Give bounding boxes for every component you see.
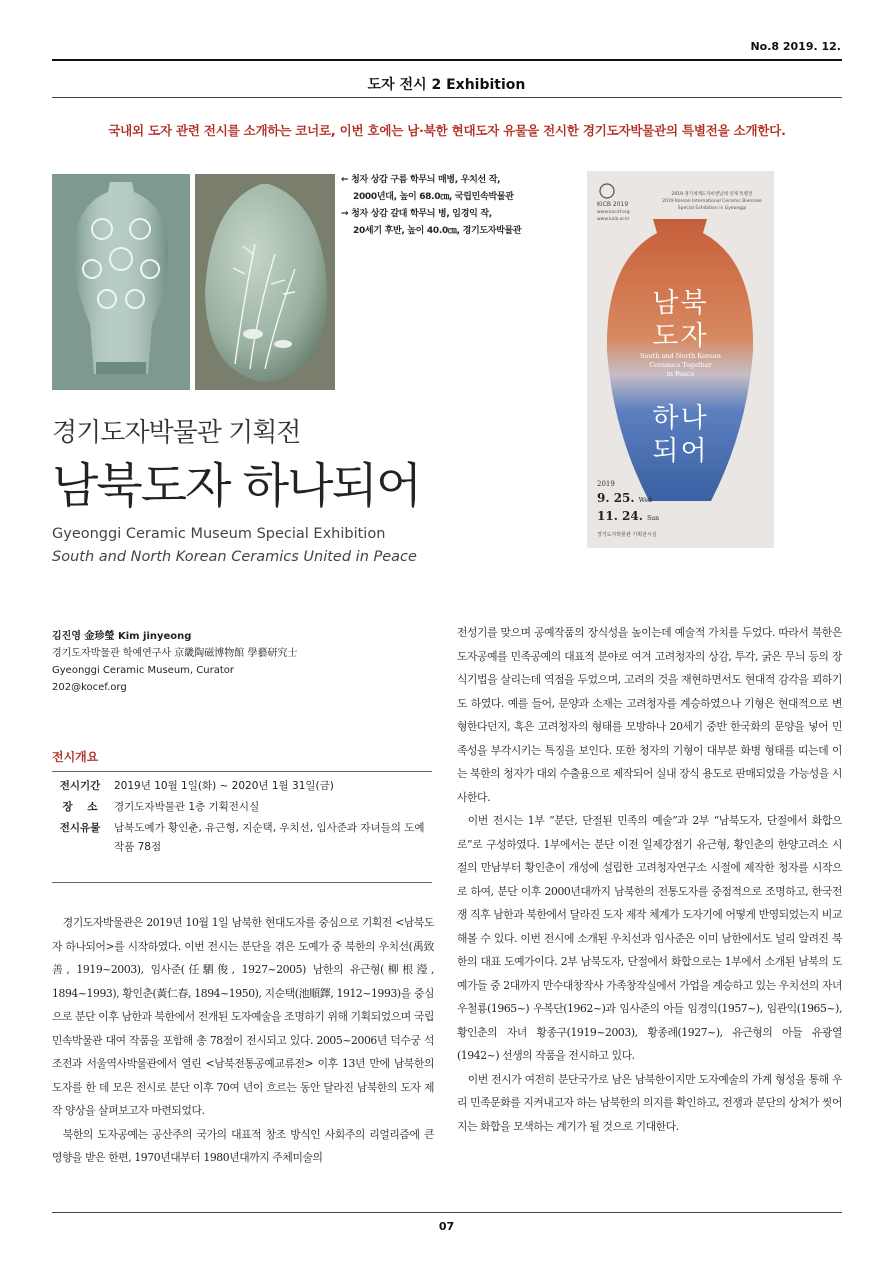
body-paragraph: 경기도자박물관은 2019년 10월 1일 남북한 현대도자를 중심으로 기획전 <남북도자 하나되어>를 시작하였다. 이번 전시는 분단을 겪은 도예가 중 북한의 우치선(禹致善, 1919~2003), 임사준(任駟俊, 1927~2005) 남한의 유근형(柳根瀅, 1894~1993), 황인춘(黃仁春, 1894~1950), 지순택(池順鐸, 1912~1993)을 중심으로 분단 이후 남한과 북한에서 전개된 도자예술을 조명하기 위해 기획되었으며 국립민속박물관 대여 작품을 포함해 총 78점이 전시되고 있다. 2005~2006년 덕수궁 석조전과 서울역사박물관에서 열린 <남북전통공예교류전> 이후 13년 만에 남북한의 도자를 한 데 모은 전시로 분단 이후 70여 년이 흐르는 동안 달라진 남북한의 도자 제작 양상을 살펴보고자 마련되었다. [52, 916, 434, 1117]
photo-celadon-maebyeong [52, 174, 190, 390]
poster-year: 2019 [597, 480, 615, 488]
poster-date-end [597, 509, 659, 523]
overview-label: 전시유물 [59, 822, 101, 834]
overview-value: 2019년 10월 1일(화) ~ 2020년 1월 31일(금) [114, 780, 334, 792]
overview-rule-bottom [52, 882, 432, 883]
poster-title-en: in Peace [666, 370, 695, 378]
overview-label: 전시기간 [59, 780, 101, 792]
photo-caption [341, 172, 551, 240]
poster-title-en: South and North Korean [640, 352, 721, 360]
maebyeong-vase-illustration [52, 174, 190, 390]
bottom-rule [52, 1212, 842, 1213]
overview-heading: 전시개요 [52, 750, 99, 764]
overview-rule-top [52, 771, 432, 772]
kicb-logo-icon [600, 184, 614, 198]
poster-top-text-ko: 2019 경기세계도자비엔날레 연계 특별전 [671, 192, 753, 197]
reed-bottle-illustration [195, 174, 335, 390]
caption-line: → 청자 상감 갈대 학무늬 병, 임경익 작, [341, 209, 492, 219]
body-paragraph: 북한의 도자공예는 공산주의 국가의 대표적 창조 방식인 사회주의 리얼리즘에 큰 영향을 받은 한편, 1970년대부터 1980년대까지 주체미술의 [52, 1127, 434, 1164]
page-number: 07 [438, 1220, 455, 1233]
exhibition-title-en: Gyeonggi Ceramic Museum Special Exhibition [52, 526, 386, 542]
author-name: 김진영 金珍瑩 Kim jinyeong [52, 631, 192, 642]
poster-urls: www.kocef.org www.kicb.or.kr [597, 210, 630, 222]
caption-line: 2000년대, 높이 68.0㎝, 국립민속박물관 [353, 192, 514, 202]
poster-venue: 경기도자박물관 기획전시실 [597, 532, 657, 538]
section-rule [52, 97, 842, 98]
section-title: 도자 전시 2 Exhibition [367, 77, 526, 93]
author-email: 202@kocef.org [52, 682, 127, 693]
poster-date-start-day: Wed [638, 497, 652, 504]
poster-title-top: 남북 [652, 288, 709, 319]
poster-date-start [597, 491, 652, 505]
body-column-right [457, 621, 842, 1138]
caption-line: 20세기 후반, 높이 40.0㎝, 경기도자박물관 [353, 226, 522, 236]
exhibition-subtitle-en: South and North Korean Ceramics United in Peace [52, 549, 417, 565]
overview-label: 장 소 [62, 801, 98, 813]
exhibition-poster [587, 171, 774, 548]
top-rule [52, 59, 842, 61]
intro-text: 국내외 도자 관련 전시를 소개하는 코너로, 이번 호에는 남·북한 현대도자 유물을 전시한 경기도자박물관의 특별전을 소개한다. [108, 123, 786, 138]
poster-top-text-en: Special Exhibition in Gyeonggi [677, 206, 747, 211]
body-paragraph: 이번 전시가 여전히 분단국가로 남은 남북한이지만 도자예술의 가계 형성을 통해 우리 민족문화를 지켜내고자 하는 남북한의 의지를 확인하고, 전쟁과 분단의 상처가 씻어지는 화합을 모색하는 계기가 될 것으로 기대한다. [457, 1072, 842, 1133]
author-position-ko: 경기도자박물관 학예연구사 京畿陶磁博物館 學藝研究士 [52, 648, 298, 659]
author-position-en: Gyeonggi Ceramic Museum, Curator [52, 665, 234, 676]
poster-logo: KICB 2019 [597, 201, 629, 208]
overview-value: 남북도예가 황인춘, 유근형, 지순택, 우치선, 임사준과 자녀들의 도예작품 78점 [114, 822, 425, 853]
poster-date-end-value: 11. 24. [597, 509, 643, 523]
photo-celadon-reed-bottle [195, 174, 335, 390]
exhibition-title-ko: 남북도자 하나되어 [52, 458, 421, 514]
overview-row [52, 819, 432, 857]
body-paragraph: 이번 전시는 1부 “분단, 단절된 민족의 예술”과 2부 “남북도자, 단절에서 화합으로”로 구성하였다. 1부에서는 분단 이전 일제강점기 유근형, 황인춘의 한양고려소 시절의 만남부터 황인춘이 개성에 설립한 고려청자연구소 시절에 제작한 청자를 시작으로 하여, 분단 이후 2000년대까지 남북한의 전통도자를 중점적으로 조명하고, 한국전쟁 직후 남한과 북한에서 달라진 도자 제작 체계가 도자기에 어떻게 반영되었는지 비교해볼 수 있다. 이번 전시에 소개된 우치선과 임사준은 이미 남한에서도 널리 알려진 북한의 대표 도예가이다. 2부 남북도자, 단절에서 화합으로는 1부에서 소개된 남북의 도예가들 중 2대까지 만수대창작사 가족창작실에서 가업을 계승하고 있는 우치선의 자녀 우철룡(1965~) 우복단(1962~)과 임사준의 아들 임경익(1957~), 임관익(1965~), 황인춘의 자녀 황종구(1919~2003), 황종례(1927~), 유근형의 아들 유광열(1942~) 선생의 작품을 전시하고 있다. [457, 814, 842, 1062]
poster-title-bottom: 되어 [652, 436, 709, 467]
overview-row [52, 777, 432, 796]
exhibition-subtitle-ko: 경기도자박물관 기획전 [52, 418, 301, 448]
poster-top-text-en: 2019 Korean International Ceramic Biennale [662, 199, 762, 204]
issue-number: No.8 2019. 12. [750, 40, 841, 53]
body-column-left [52, 911, 434, 1170]
poster-date-start-value: 9. 25. [597, 491, 635, 505]
overview-value: 경기도자박물관 1층 기획전시실 [114, 801, 260, 813]
poster-date-end-day: Sun [647, 515, 659, 522]
body-paragraph: 전성기를 맞으며 공예작품의 장식성을 높이는데 예술적 가치를 두었다. 따라서 북한은 도자공예를 민족공예의 대표적 분야로 여겨 고려청자의 상감, 투각, 굵은 무늬 등의 장식기법을 살리는데 역점을 두었으며, 고려의 것을 재현하면서도 현대적 감각을 꾀하기도 하였다. 예를 들어, 문양과 소재는 고려청자를 계승하였으나 기형은 현대적으로 변형한다던지, 혹은 고려청자의 형태를 모방하나 20세기 중반 한국화의 문양을 넣어 민족성을 부각시키는 특징을 보인다. 또한 청자의 기형이 대부분 화병 형태를 띠는데 이는 북한의 청자가 대외 수출용으로 제작되어 실내 장식 용도로 판매되었을 가능성을 시사한다. [457, 626, 842, 804]
poster-title-en: Ceramics Together [649, 361, 712, 369]
poster-title-top: 도자 [652, 321, 709, 352]
poster-title-bottom: 하나 [652, 403, 709, 434]
author-block [52, 628, 432, 696]
caption-line: ← 청자 상감 구름 학무늬 매병, 우치선 작, [341, 175, 501, 185]
overview-row [52, 798, 432, 817]
overview-table [52, 777, 432, 859]
